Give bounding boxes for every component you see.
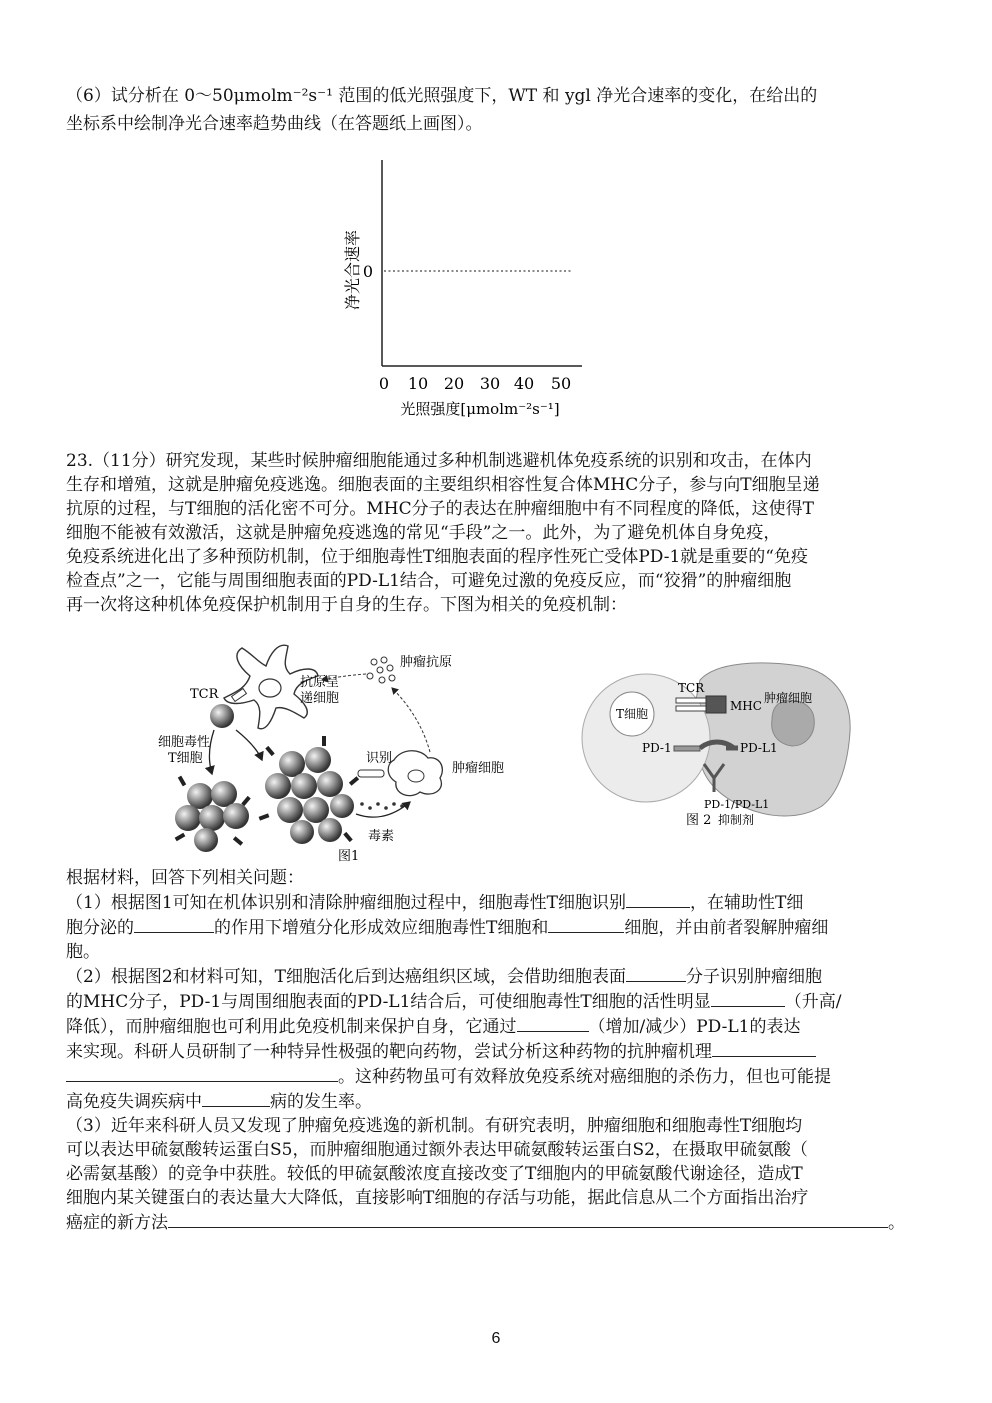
q2-line-5: [66, 1064, 928, 1089]
questions-intro: 根据材料，回答下列相关问题：: [66, 868, 304, 888]
q1-text: 细胞，并由前者裂解肿瘤细: [624, 918, 829, 938]
empty-axes-figure: [0, 0, 992, 430]
x-tick-30: 30: [479, 374, 501, 393]
q2-blank-1[interactable]: [626, 964, 686, 982]
q2-text: 病的发生率。: [270, 1092, 372, 1112]
fig2-mhc-label: MHC: [730, 699, 762, 713]
q3-blank-1[interactable]: [168, 1210, 888, 1228]
q1-text: ，在辅助性T细: [689, 893, 804, 913]
q6-line-2: 坐标系中绘制净光合速率趋势曲线（在答题纸上画图）。: [66, 114, 483, 134]
x-tick-20: 20: [443, 374, 465, 393]
q2-text: （升高/: [784, 992, 842, 1012]
fig2-inhibitor-label-1: PD-1/PD-L1: [704, 798, 770, 811]
q2-text: 的MHC分子，PD-1与周围细胞表面的PD-L1结合后，可使细胞毒性T细胞的活性明显: [66, 992, 711, 1012]
q3-line-2: 可以表达甲硫氨酸转运蛋白S5，而肿瘤细胞通过额外表达甲硫氨酸转运蛋白S2，在摄取甲硫氨酸（: [66, 1140, 808, 1160]
q2-blank-3[interactable]: [517, 1014, 589, 1032]
q2-text: 降低），而肿瘤细胞也可利用此免疫机制来保护自身，它通过: [66, 1017, 517, 1037]
q3-text: 癌症的新方法: [66, 1213, 168, 1233]
x-tick-labels: [379, 374, 571, 393]
q2-blank-2[interactable]: [711, 989, 785, 1007]
figure-1-caption: 图1: [338, 849, 360, 864]
q1-blank-2[interactable]: [134, 915, 214, 933]
q3-line-3: 必需氨基酸）的竞争中获胜。较低的甲硫氨酸浓度直接改变了T细胞内的甲硫氨酸代谢途径，造成T: [66, 1164, 803, 1184]
q23-line: 免疫系统进化出了多种预防机制，位于细胞毒性T细胞表面的程序性死亡受体PD-1就是重要的“免疫: [66, 547, 808, 567]
x-tick-50: 50: [550, 374, 572, 393]
q3-line-1: （3）近年来科研人员又发现了肿瘤免疫逃逸的新机制。有研究表明，肿瘤细胞和细胞毒性T细胞均: [66, 1116, 803, 1136]
q3-line-4: 细胞内某关键蛋白的表达量大大降低，直接影响T细胞的存活与功能，据此信息从二个方面指出治疗: [66, 1188, 809, 1208]
zero-label: 0: [362, 262, 374, 281]
q1-blank-3[interactable]: [548, 915, 624, 933]
fig2-pd1-label: PD-1: [642, 741, 672, 755]
tumor-nucleus-fig2: [772, 700, 815, 746]
q1-line-2: [66, 915, 928, 940]
tumor-cell-label: 肿瘤细胞: [452, 761, 505, 776]
q2-blank-4a[interactable]: [712, 1039, 816, 1057]
fig2-tcell-label: T细胞: [615, 707, 649, 721]
q2-line-3: [66, 1014, 928, 1039]
figure-2-pd1-diagram: [0, 652, 992, 852]
q2-line-1: [66, 964, 928, 989]
apc-label-2: 递细胞: [300, 691, 340, 706]
q1-text: （1）根据图1可知在机体识别和清除肿瘤细胞过程中，细胞毒性T细胞识别: [66, 893, 626, 913]
ctl-label-2: T细胞: [168, 751, 203, 766]
q1-text: 的作用下增殖分化形成效应细胞毒性T细胞和: [214, 918, 549, 938]
x-tick-40: 40: [513, 374, 535, 393]
questions-block: [66, 866, 928, 1235]
q1-blank-1[interactable]: [626, 890, 690, 908]
q23-line: 细胞不能被有效激活，这就是肿瘤免疫逃逸的常见“手段”之一。此外，为了避免机体自身免疫，: [66, 523, 781, 543]
fig2-pdl1-label: PD-L1: [740, 741, 778, 755]
q2-line-2: [66, 989, 928, 1014]
q23-line: 生存和增殖，这就是肿瘤免疫逃逸。细胞表面的主要组织相容性复合体MHC分子，参与向T细胞呈递: [66, 475, 820, 495]
q1-line-1: [66, 890, 928, 915]
q2-blank-5[interactable]: [202, 1089, 270, 1107]
tumor-cell-fig2: [695, 663, 850, 816]
q6-line-1: （6）试分析在 0～50μmolm⁻²s⁻¹ 范围的低光照强度下，WT 和 ygl 净光合速率的变化，在给出的: [66, 86, 818, 106]
q2-line-4: [66, 1039, 928, 1064]
y-axis-label: 净光合速率: [343, 229, 362, 310]
page-number: 6: [491, 1330, 501, 1347]
q2-text: 。这种药物虽可有效释放免疫系统对癌细胞的杀伤力，但也可能提: [338, 1067, 831, 1087]
q1-text: 胞分泌的: [66, 918, 134, 938]
fig2-caption: 图 2: [686, 813, 712, 828]
ctl-label-1: 细胞毒性: [158, 735, 211, 750]
tcr-label: TCR: [190, 687, 219, 702]
q1-line-3: 胞。: [66, 942, 100, 962]
fig2-tumor-label: 肿瘤细胞: [764, 691, 813, 705]
fig2-tcr-label: TCR: [678, 681, 705, 695]
toxin-label: 毒素: [368, 829, 395, 844]
q2-text: （2）根据图2和材料可知，T细胞活化后到达癌组织区域，会借助细胞表面: [66, 967, 626, 987]
q2-text: 来实现。科研人员研制了一种特异性极强的靶向药物，尝试分析这种药物的抗肿瘤机理: [66, 1042, 712, 1062]
q3-line-5: [66, 1210, 928, 1235]
q2-blank-4b[interactable]: [66, 1064, 338, 1082]
q2-text: 高免疫失调疾病中: [66, 1092, 202, 1112]
apc-label-1: 抗原呈: [300, 675, 340, 690]
q2-text: （增加/减少）PD-L1的表达: [588, 1017, 801, 1037]
q2-text: 分子识别肿瘤细胞: [685, 967, 822, 987]
q2-line-6: [66, 1089, 928, 1114]
q23-line: 再一次将这种机体免疫保护机制用于自身的生存。下图为相关的免疫机制：: [66, 595, 627, 615]
fig2-inhibitor-label-2: 抑制剂: [718, 813, 755, 827]
q3-text: 。: [888, 1213, 905, 1233]
tumor-antigen-label: 肿瘤抗原: [400, 655, 453, 670]
x-axis-label: 光照强度[μmolm⁻²s⁻¹]: [400, 400, 560, 418]
x-tick-10: 10: [407, 374, 429, 393]
x-tick-0: 0: [378, 374, 390, 393]
q23-line: 23.（11分）研究发现，某些时候肿瘤细胞能通过多种机制逃避机体免疫系统的识别和攻击，在体内: [66, 451, 812, 471]
q23-text: [66, 449, 928, 617]
q23-line: 检查点”之一，它能与周围细胞表面的PD-L1结合，可避免过激的免疫反应，而“狡猾”的肿瘤细胞: [66, 571, 792, 591]
q23-line: 抗原的过程，与T细胞的活化密不可分。MHC分子的表达在肿瘤细胞中有不同程度的降低，这使得T: [66, 499, 814, 519]
recognize-label: 识别: [366, 751, 393, 766]
